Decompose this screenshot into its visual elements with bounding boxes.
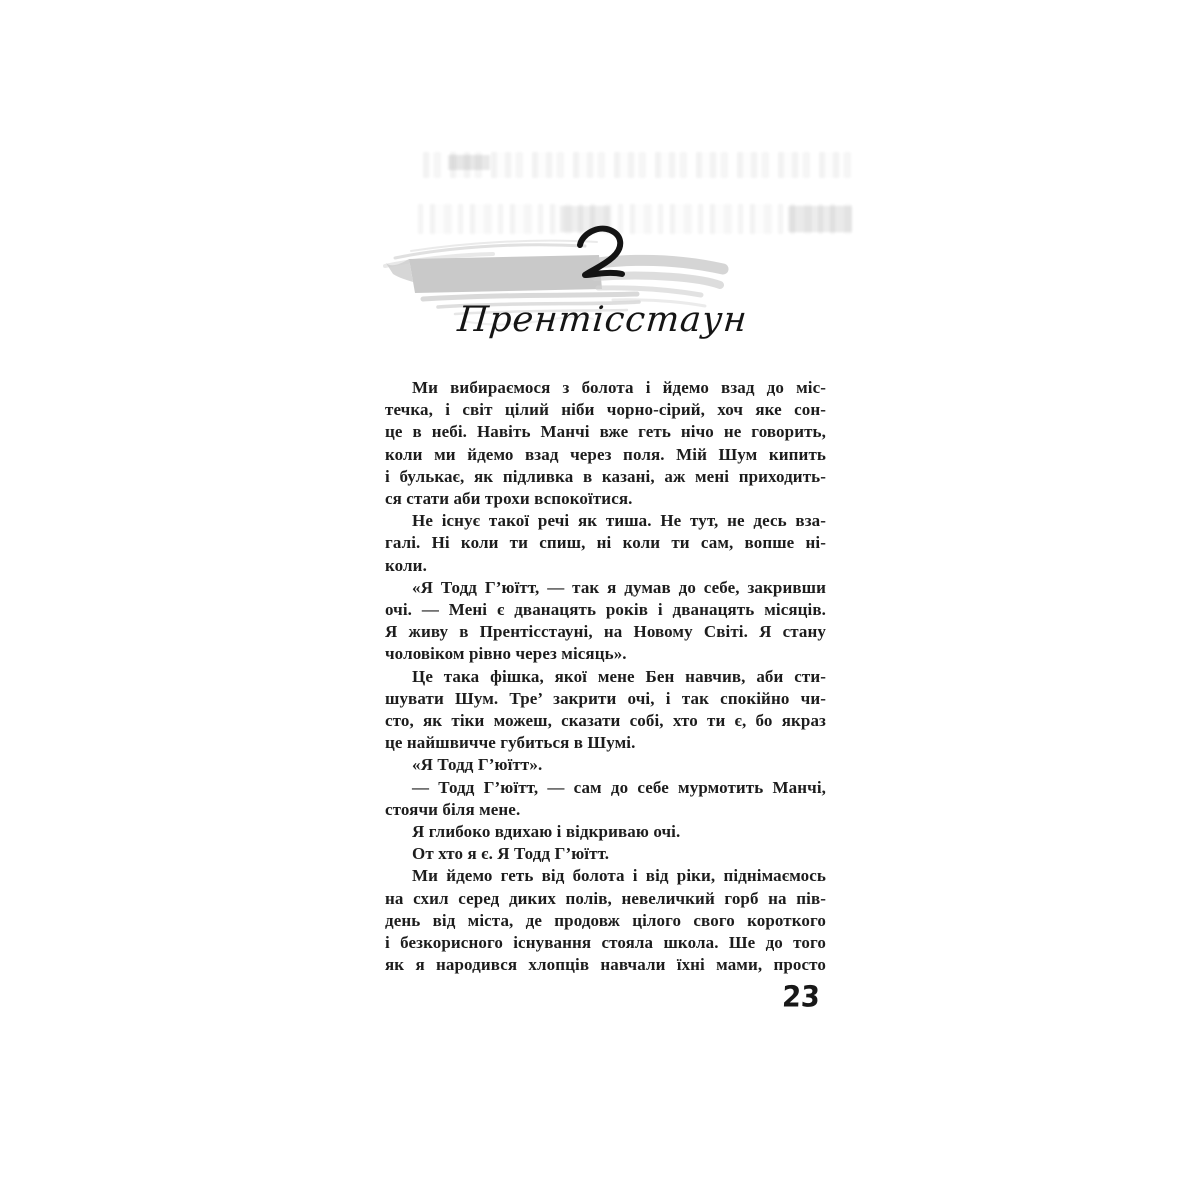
text-line: це найшвичче губиться в Шумі. <box>385 733 636 753</box>
text-line: коли. <box>385 555 427 575</box>
text-line: Це така фішка, якої мене Бен навчив, аби сти- <box>412 666 826 686</box>
text-line: Ми вибираємося з болота і йдемо взад до міс- <box>412 378 826 397</box>
text-line: це в небі. Навіть Манчі вже геть нічо не говорить, <box>385 422 826 442</box>
text-line: — Тодд Г’юїтт, — сам до себе мурмотить Манчі, <box>412 777 826 797</box>
chapter-title: Прентісстаун <box>455 300 750 340</box>
text-line: галі. Ні коли ти спиш, ні коли ти сам, вопше ні- <box>385 533 826 553</box>
text-line: день від міста, де продовж цілого свого короткого <box>385 910 826 930</box>
text-line: і безкорисного існування стояла школа. Ше до того <box>385 933 826 953</box>
body-text <box>385 377 826 976</box>
text-line: очі. — Мені є дванацять років і дванацять місяців. <box>385 600 826 620</box>
text-line: шувати Шум. Тре’ закрити очі, і так спокійно чи- <box>385 688 826 708</box>
text-line: стоячи біля мене. <box>385 799 521 819</box>
text-line: Я глибоко вдихаю і відкриваю очі. <box>412 822 681 842</box>
text-line: як я народився хлопців навчали їхні мами, просто <box>385 955 826 975</box>
text-line: Ми йдемо геть від болота і від ріки, піднімаємось <box>412 866 826 886</box>
text-line: на схил серед диких полів, невеличкий горб на пів- <box>385 888 826 908</box>
text-line: «Я Тодд Г’юїтт, — так я думав до себе, закривши <box>412 577 826 597</box>
text-line: сто, як тіки можеш, сказати собі, хто ти є, бо якраз <box>385 711 826 731</box>
text-line: коли ми йдемо взад через поля. Мій Шум кипить <box>385 444 826 464</box>
text-line: От хто я є. Я Тодд Г’юїтт. <box>412 844 610 864</box>
page-showthrough-smudge <box>788 206 852 232</box>
text-line: Я живу в Прентісстауні, на Новому Світі. Я стану <box>385 622 826 642</box>
text-line: чоловіком рівно через місяць». <box>385 644 627 664</box>
text-line: «Я Тодд Г’юїтт». <box>412 755 543 775</box>
text-line: і булькає, як підливка в казані, аж мені приходить- <box>385 466 826 486</box>
page-showthrough-smudge <box>448 155 490 170</box>
page-number: 23 <box>781 980 821 1015</box>
text-line: течка, і світ цілий ніби чорно-сірий, хоч яке сон- <box>385 400 826 420</box>
text-line: Не існує такої речі як тиша. Не тут, не десь вза- <box>412 511 826 531</box>
text-line: ся стати аби трохи вспокоїтися. <box>385 489 633 509</box>
